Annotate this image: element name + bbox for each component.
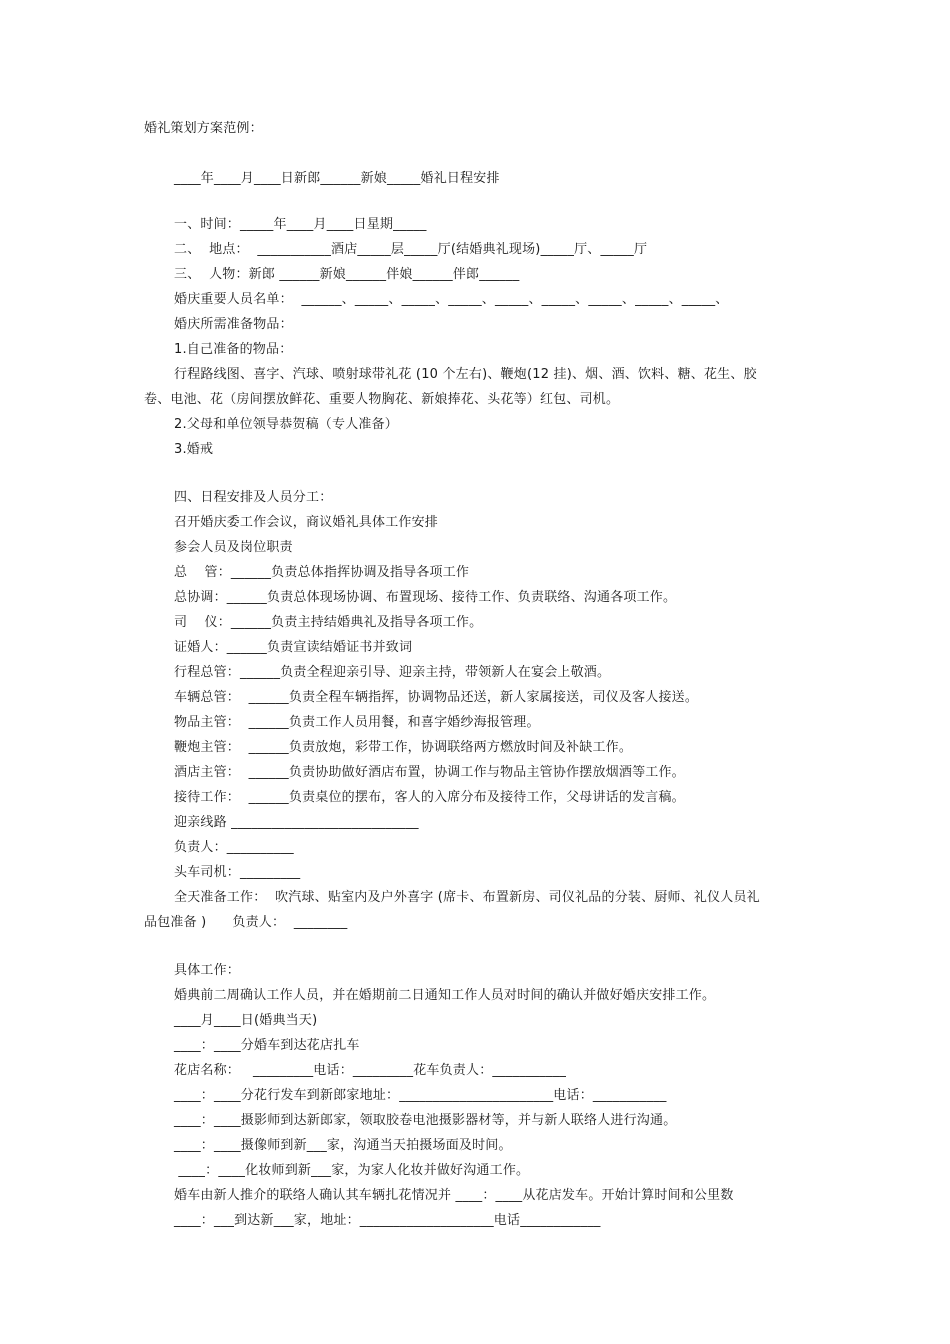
responsible-line: 负责人：__________ [174,840,294,855]
role-line: 接待工作： ______负责桌位的摆布，客人的入席分布及接待工作，父母讲话的发言稿。 [174,790,685,805]
supplies-title: 婚庆所需准备物品： [174,317,293,332]
details-line: ____：___到达新___家，地址：____________________电话____________ [174,1213,601,1228]
role-line: 总 管：______负责总体指挥协调及指导各项工作 [174,565,470,580]
item1-line2: 卷、电池、花（房间摆放鲜花、重要人物胸花、新娘捧花、头花等）红包、司机。 [144,392,620,407]
details-line: 花店名称： _________电话：_________花车负责人：___________ [174,1063,567,1078]
details-line: ____月____日(婚典当天) [174,1013,318,1028]
time-line: 一、时间：_____年____月____日星期_____ [174,217,427,232]
details-title: 具体工作： [174,963,241,978]
role-line: 司 仪：______负责主持结婚典礼及指导各项工作。 [174,615,483,630]
meeting-line: 召开婚庆委工作会议，商议婚礼具体工作安排 [174,515,439,530]
details-line: ____：____分花行发车到新郎家地址：_______________________电话：___________ [174,1088,667,1103]
role-line: 行程总管：______负责全程迎亲引导、迎亲主持，带领新人在宴会上敬酒。 [174,665,611,680]
role-line: 鞭炮主管： ______负责放炮，彩带工作，协调联络两方燃放时间及补缺工作。 [174,740,633,755]
details-line: 婚车由新人推介的联络人确认其车辆扎花情况并 ____：____从花店发车。开始计算时间和公里数 [174,1188,734,1203]
prep-line2: 品包准备 ) 负责人： ________ [144,915,348,930]
document-subtitle: ____年____月____日新郎______新娘_____婚礼日程安排 [174,171,500,186]
item1-title: 1.自己准备的物品： [174,342,293,357]
role-line: 证婚人：______负责宣读结婚证书并致词 [174,640,413,655]
details-line: 婚典前二周确认工作人员，并在婚期前二日通知工作人员对时间的确认并做好婚庆安排工作。 [174,988,716,1003]
item2-line: 2.父母和单位领导恭贺稿（专人准备） [174,417,399,432]
details-line: ____：____摄像师到新___家，沟通当天拍摄场面及时间。 [174,1138,512,1153]
lead-driver-line: 头车司机：_________ [174,865,301,880]
prep-line1: 全天准备工作： 吹汽球、贴室内及户外喜字 (席卡、布置新房、司仪礼品的分装、厨师、礼仪人员礼 [174,890,760,905]
details-line: ____：____摄影师到达新郎家，领取胶卷电池摄影器材等，并与新人联络人进行沟通。 [174,1113,677,1128]
section4-title: 四、日程安排及人员分工： [174,490,333,505]
document-heading: 婚礼策划方案范例： [144,121,263,136]
route-line: 迎亲线路 ____________________________ [174,815,419,830]
details-line: ____：____分婚车到达花店扎车 [174,1038,360,1053]
place-line: 二、 地点： ___________酒店_____层_____厅(结婚典礼现场)_____厅、_____厅 [174,242,648,257]
role-line: 总协调：______负责总体现场协调、布置现场、接待工作、负责联络、沟通各项工作。 [174,590,677,605]
item1-line1: 行程路线图、喜字、汽球、喷射球带礼花 (10 个左右)、鞭炮(12 挂)、烟、酒、饮料、糖、花生、胶 [174,367,757,382]
details-line: ____：____化妆师到新___家，为家人化妆并做好沟通工作。 [174,1163,530,1178]
roles-title: 参会人员及岗位职责 [174,540,293,555]
role-line: 物品主管： ______负责工作人员用餐，和喜字婚纱海报管理。 [174,715,540,730]
people-line: 三、 人物：新郎 ______新娘______伴娘______伴郎______ [174,267,520,282]
item3-line: 3.婚戒 [174,442,214,457]
role-line: 车辆总管： ______负责全程车辆指挥，协调物品还送，新人家属接送，司仪及客人接送。 [174,690,699,705]
vip-list-line: 婚庆重要人员名单： ______、_____、_____、_____、_____、_____、_____、_____、_____、 [174,292,729,307]
role-line: 酒店主管： ______负责协助做好酒店布置，协调工作与物品主管协作摆放烟酒等工作。 [174,765,685,780]
